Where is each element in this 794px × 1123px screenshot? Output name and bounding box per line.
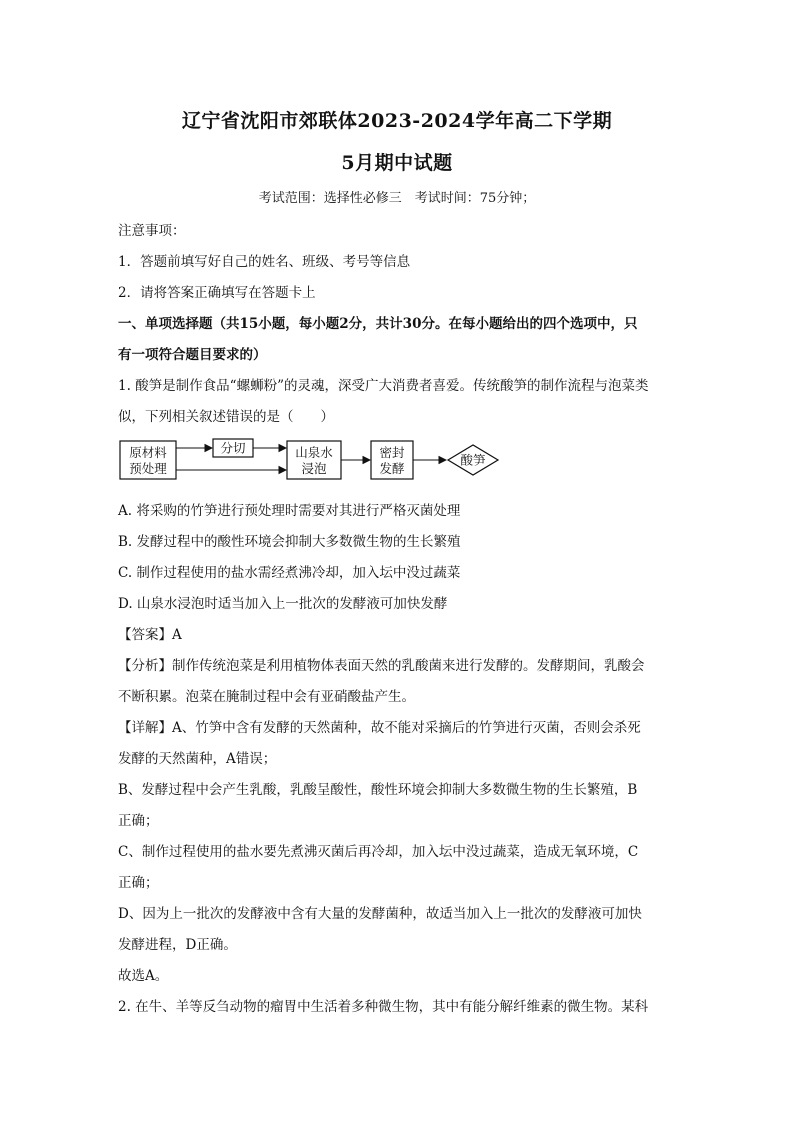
detail-line: 发酵的天然菌种，A错误； [118,751,277,767]
detail-line: D、因为上一批次的发酵液中含有大量的发酵菌种，故适当加入上一批次的发酵液可加快 [118,906,642,922]
detail-line: 正确； [118,813,159,829]
notice-item: 1．答题前填写好自己的姓名、班级、考号等信息 [118,254,411,270]
question-1-stem-cont: 似，下列相关叙述错误的是（ ） [118,409,334,425]
analysis: 【分析】制作传统泡菜是利用植物体表面天然的乳酸菌来进行发酵的。发酵期间，乳酸会 [118,658,645,674]
flow-box-cut-label: 分切 [220,440,246,456]
section-heading: 一、单项选择题（共15小题，每小题2分，共计30分。在每小题给出的四个选项中，只 [118,316,638,332]
option-c: C. 制作过程使用的盐水需经煮沸冷却，加入坛中没过蔬菜 [118,565,461,581]
analysis-cont: 不断积累。泡菜在腌制过程中会有亚硝酸盐产生。 [118,689,415,705]
detail-line: B、发酵过程中会产生乳酸，乳酸呈酸性，酸性环境会抑制大多数微生物的生长繁殖，B [118,782,638,798]
page-subtitle: 5月期中试题 [341,152,453,174]
option-a: A. 将采购的竹笋进行预处理时需要对其进行严格灭菌处理 [118,503,461,519]
detail-line: 正确； [118,875,159,891]
question-2-stem: 2. 在牛、羊等反刍动物的瘤胃中生活着多种微生物，其中有能分解纤维素的微生物。某科 [118,999,649,1015]
exam-info: 考试范围：选择性必修三 考试时间：75分钟； [258,191,536,206]
question-1-stem: 1. 酸笋是制作食品“螺蛳粉”的灵魂，深受广大消费者喜爱。传统酸笋的制作流程与泡菜类 [118,378,649,394]
flow-box-ferment-label2: 发酵 [379,461,405,476]
answer: 【答案】A [118,627,182,643]
section-heading-cont: 有一项符合题目要求的） [118,347,267,363]
notice-heading: 注意事项： [118,223,186,239]
notice-item: 2．请将答案正确填写在答题卡上 [118,285,316,301]
flow-end-label: 酸笋 [460,452,486,468]
detail-line: 【详解】A、竹笋中含有发酵的天然菌种，故不能对采摘后的竹笋进行灭菌，否则会杀死 [118,720,641,736]
flow-box-pretreat-label1: 原材料 [129,445,167,460]
option-d: D. 山泉水浸泡时适当加入上一批次的发酵液可加快发酵 [118,596,448,612]
flow-box-pretreat-label2: 预处理 [129,461,167,476]
flow-box-soak-label1: 山泉水 [295,445,333,460]
flow-box-soak-label2: 浸泡 [301,461,327,476]
process-flow-diagram [118,437,508,489]
option-b: B. 发酵过程中的酸性环境会抑制大多数微生物的生长繁殖 [118,534,461,550]
page-title: 辽宁省沈阳市郊联体2023-2024学年高二下学期 [181,110,613,132]
conclusion: 故选A。 [118,968,169,984]
flow-box-ferment-label1: 密封 [379,445,405,460]
detail-line: 发酵进程，D正确。 [118,937,237,953]
detail-line: C、制作过程使用的盐水要先煮沸灭菌后再冷却，加入坛中没过蔬菜，造成无氧环境，C [118,844,639,860]
